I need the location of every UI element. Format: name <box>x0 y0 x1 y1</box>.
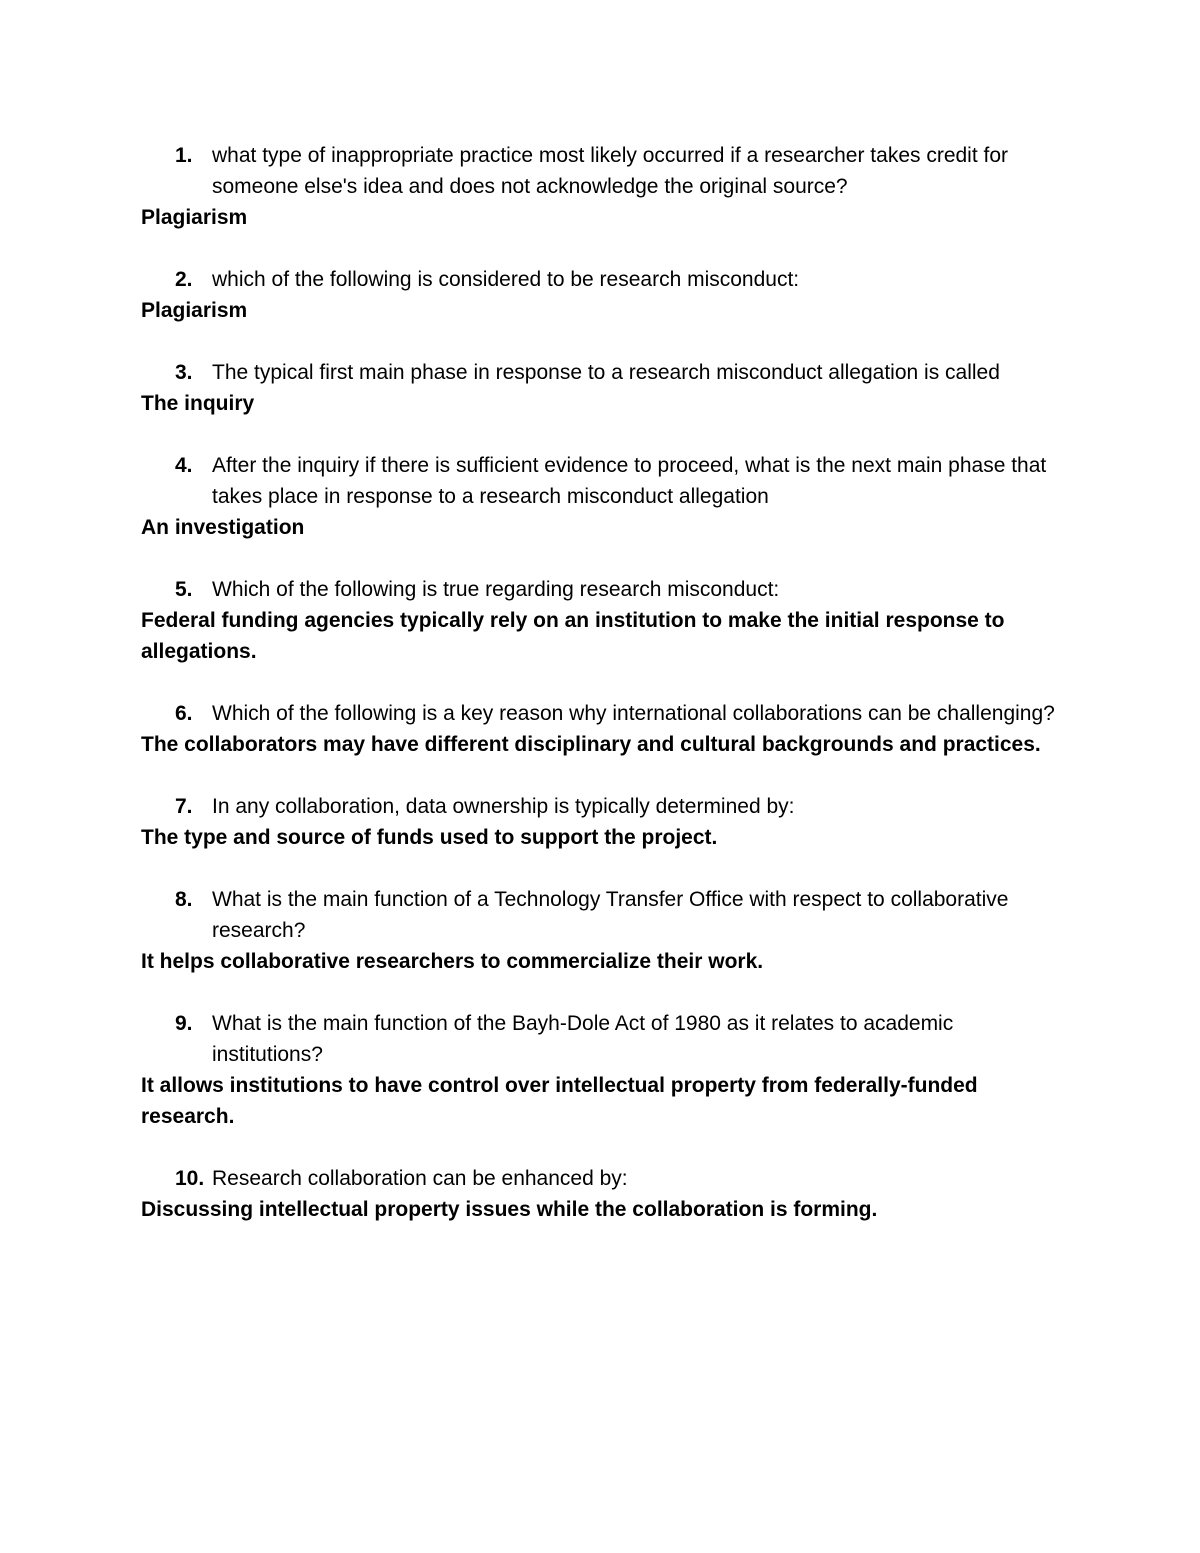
question-number: 3. <box>175 361 193 384</box>
answer-text: It helps collaborative researchers to commercialize their work. <box>141 950 764 973</box>
question-number: 2. <box>175 268 193 291</box>
answer-text: An investigation <box>141 516 305 539</box>
question-number: 7. <box>175 795 193 818</box>
qa-item-10 <box>141 1163 1061 1225</box>
question-text: In any collaboration, data ownership is typically determined by: <box>212 795 795 818</box>
qa-item-6 <box>141 698 1061 760</box>
qa-item-7 <box>141 791 1061 853</box>
question-text: What is the main function of the Bayh-Dole Act of 1980 as it relates to academic institutions? <box>212 1012 954 1066</box>
question-number: 6. <box>175 702 193 725</box>
question-text: which of the following is considered to be research misconduct: <box>212 268 800 291</box>
question-number: 5. <box>175 578 193 601</box>
answer-text: Plagiarism <box>141 206 248 229</box>
question <box>141 357 1061 388</box>
question <box>141 698 1061 729</box>
answer-text: Plagiarism <box>141 299 248 322</box>
qa-list <box>141 140 1061 1256</box>
question-number: 4. <box>175 454 193 477</box>
qa-item-2 <box>141 264 1061 326</box>
question <box>141 574 1061 605</box>
question-number: 8. <box>175 888 193 911</box>
question <box>141 450 1061 512</box>
question-text: Research collaboration can be enhanced by: <box>212 1167 628 1190</box>
answer-text: The type and source of funds used to support the project. <box>141 826 718 849</box>
question-text: what type of inappropriate practice most likely occurred if a researcher takes credit for someone else's idea and does not acknowledge the original source? <box>212 144 1009 198</box>
answer-text: The inquiry <box>141 392 255 415</box>
question-number: 1. <box>175 144 193 167</box>
qa-item-1 <box>141 140 1061 233</box>
answer-text: It allows institutions to have control over intellectual property from federally-funded research. <box>141 1074 978 1128</box>
answer-text: Discussing intellectual property issues while the collaboration is forming. <box>141 1198 878 1221</box>
qa-item-8 <box>141 884 1061 977</box>
question <box>141 884 1061 946</box>
answer-text: Federal funding agencies typically rely on an institution to make the initial response to allegations. <box>141 609 1005 663</box>
question-text: Which of the following is a key reason why international collaborations can be challenging? <box>212 702 1055 725</box>
answer-text: The collaborators may have different disciplinary and cultural backgrounds and practices. <box>141 733 1041 756</box>
question <box>141 1163 1061 1194</box>
question-text: Which of the following is true regarding research misconduct: <box>212 578 780 601</box>
question-number: 10. <box>175 1167 205 1190</box>
question <box>141 791 1061 822</box>
question-text: What is the main function of a Technology Transfer Office with respect to collaborative research? <box>212 888 1009 942</box>
question-text: After the inquiry if there is sufficient evidence to proceed, what is the next main phase that takes place in response to a research misconduct allegation <box>212 454 1047 508</box>
question-text: The typical first main phase in response to a research misconduct allegation is called <box>212 361 1000 384</box>
qa-item-9 <box>141 1008 1061 1132</box>
qa-item-5 <box>141 574 1061 667</box>
qa-item-3 <box>141 357 1061 419</box>
question <box>141 1008 1061 1070</box>
qa-item-4 <box>141 450 1061 543</box>
question-number: 9. <box>175 1012 193 1035</box>
question <box>141 264 1061 295</box>
question <box>141 140 1061 202</box>
